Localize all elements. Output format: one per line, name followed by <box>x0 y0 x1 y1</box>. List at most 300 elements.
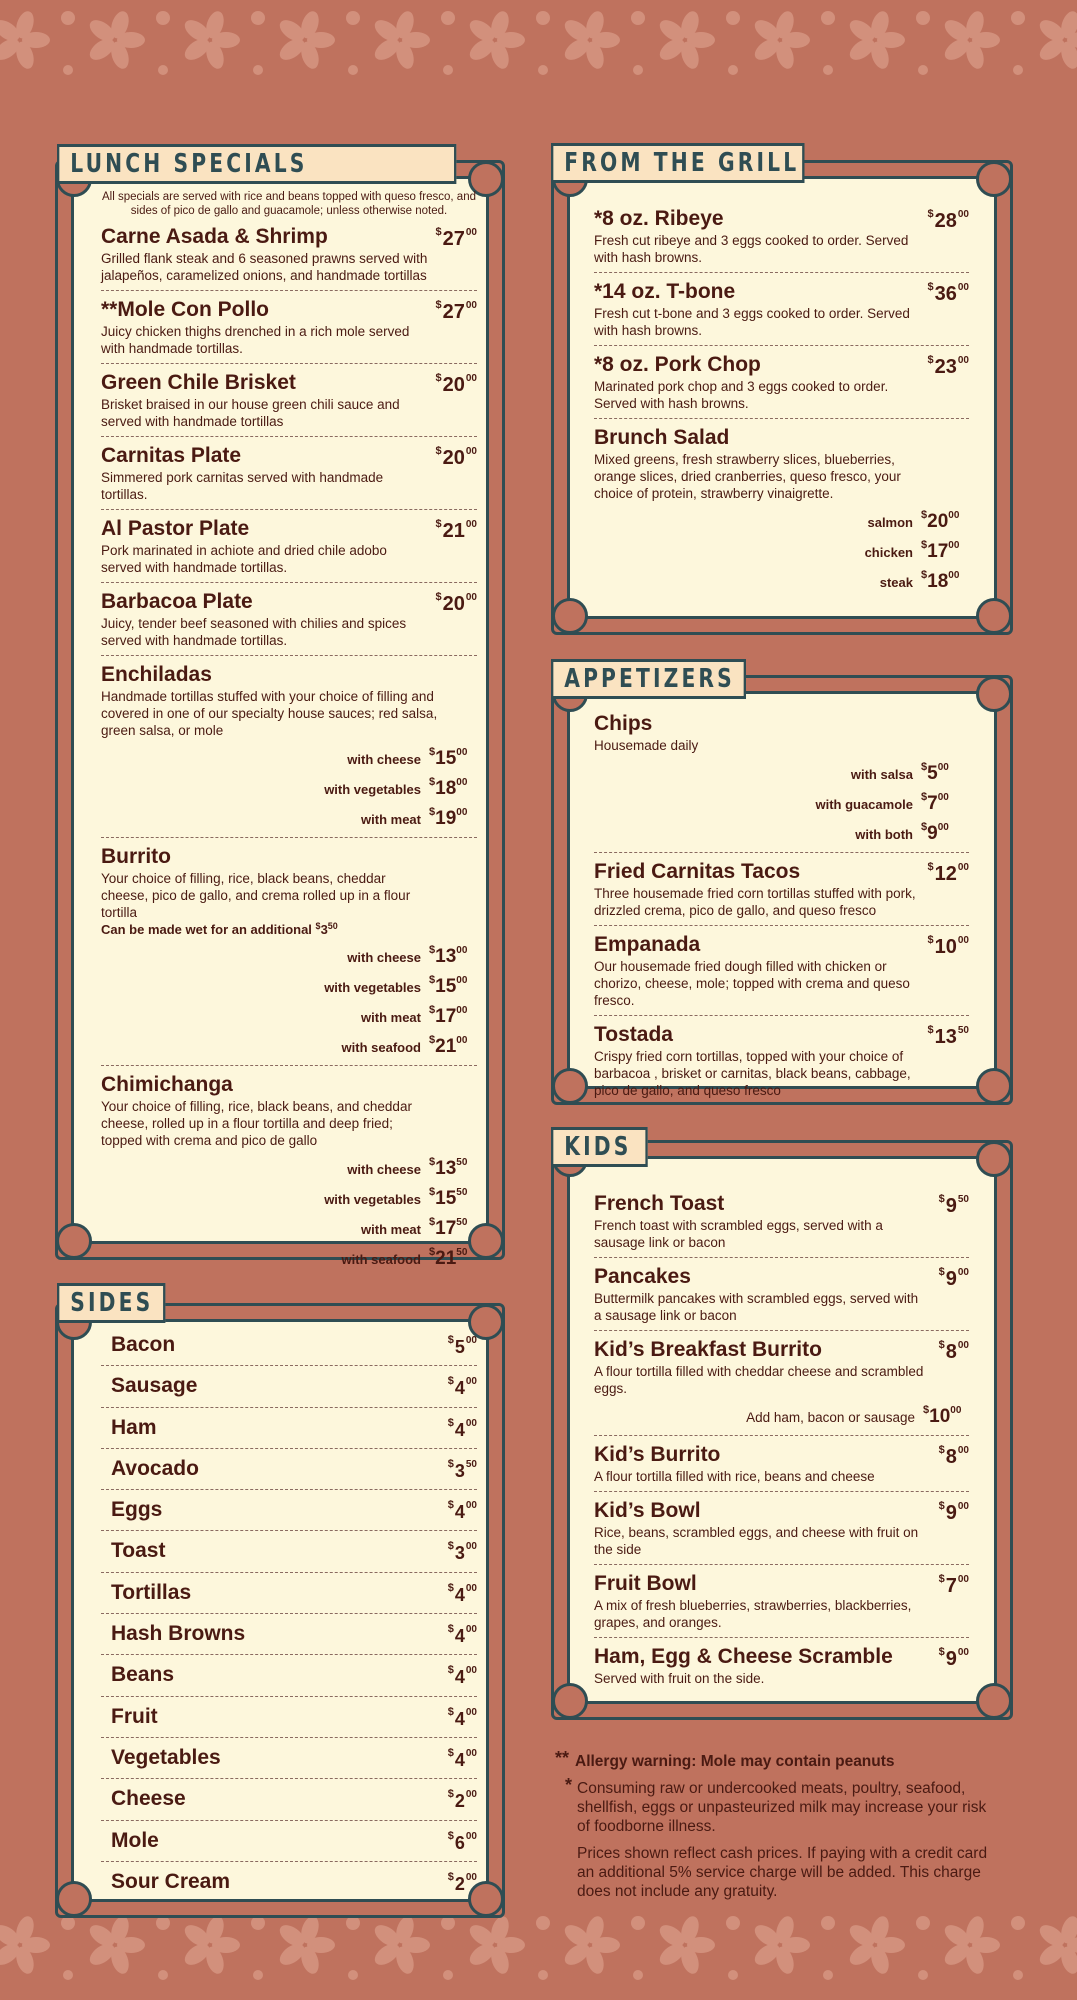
addon-option <box>594 1399 969 1429</box>
side-name: Eggs <box>111 1498 163 1522</box>
grill-panel <box>551 148 1013 635</box>
price <box>436 299 478 324</box>
price-option <box>101 1241 477 1271</box>
price-cents: 00 <box>465 1417 477 1429</box>
price-dollars: 13 <box>435 1158 457 1179</box>
price-cents: 00 <box>456 777 468 788</box>
price-dollars: 20 <box>927 511 949 532</box>
price-dollars: 18 <box>927 571 949 592</box>
option-label: with seafood <box>341 1040 421 1055</box>
side-name: Sausage <box>111 1374 198 1398</box>
price <box>448 1582 477 1606</box>
option-label: salmon <box>867 515 913 530</box>
price-dollars: 15 <box>435 1188 457 1209</box>
price <box>928 861 970 886</box>
item-description: A flour tortilla filled with rice, beans and cheese <box>594 1469 875 1484</box>
allergy-warning <box>555 1748 995 1771</box>
price-cents: 00 <box>948 540 960 551</box>
price <box>939 1444 969 1469</box>
raw-food-marker: * <box>565 1775 573 1795</box>
price-dollars: 7 <box>945 1575 957 1597</box>
price-dollars: 2 <box>454 1791 465 1812</box>
option-price <box>429 1181 477 1210</box>
item-name: **Mole Con Pollo <box>101 298 269 321</box>
menu-item <box>594 1331 969 1436</box>
item-description: Juicy chicken thighs drenched in a rich mole served with handmade tortillas. <box>101 324 410 356</box>
price-cents: 00 <box>465 1830 477 1842</box>
price-cents: 00 <box>957 1267 969 1278</box>
item-description: Your choice of filling, rice, black beans, cheddar cheese, pico de gallo, and crema rolled up in a flour tortilla <box>101 871 411 920</box>
side-item <box>101 1655 477 1696</box>
menu-item <box>594 273 969 346</box>
item-description: Housemade daily <box>594 738 699 753</box>
option-label: chicken <box>864 545 913 560</box>
side-item <box>101 1697 477 1738</box>
item-name: Burrito <box>101 845 171 868</box>
price-options <box>101 741 477 831</box>
item-name: Barbacoa Plate <box>101 590 253 613</box>
price <box>448 1417 477 1441</box>
item-name: Enchiladas <box>101 663 212 686</box>
item-description: Rice, beans, scrambled eggs, and cheese with fruit on the side <box>594 1525 919 1557</box>
menu-item <box>594 1016 969 1105</box>
price-cents: 00 <box>465 1624 477 1636</box>
dollar-sign: $ <box>447 1788 454 1801</box>
item-name: Brunch Salad <box>594 426 730 449</box>
price-dollars: 4 <box>454 1378 465 1399</box>
item-description: Marinated pork chop and 3 eggs cooked to order. Served with hash browns. <box>594 379 889 411</box>
item-name: Fried Carnitas Tacos <box>594 860 801 883</box>
price-cents: 50 <box>957 1025 969 1036</box>
menu-item <box>101 1066 477 1277</box>
price-cents: 00 <box>465 519 477 530</box>
item-name: Kid’s Breakfast Burrito <box>594 1338 822 1361</box>
menu-item <box>101 437 477 510</box>
dollar-sign: $ <box>435 226 442 238</box>
dollar-sign: $ <box>447 1416 454 1429</box>
price <box>939 1573 969 1598</box>
menu-item <box>594 926 969 1016</box>
price <box>928 208 970 233</box>
price-dollars: 20 <box>442 374 465 396</box>
menu-item <box>594 1436 969 1492</box>
dollar-sign: $ <box>429 944 436 956</box>
price-option <box>594 504 969 534</box>
price-dollars: 10 <box>934 936 957 958</box>
price-option <box>101 939 477 969</box>
dollar-sign: $ <box>938 1193 945 1205</box>
price-option <box>594 786 969 816</box>
side-item <box>101 1862 477 1902</box>
price-dollars: 27 <box>442 228 465 250</box>
option-label: with cheese <box>347 1162 421 1177</box>
kids-list <box>594 1185 969 1693</box>
price-dollars: 4 <box>454 1667 465 1688</box>
side-name: Fruit <box>111 1704 158 1728</box>
dollar-sign: $ <box>927 861 934 873</box>
price-dollars: 5 <box>454 1337 465 1357</box>
dollar-sign: $ <box>447 1829 454 1842</box>
item-description: Juicy, tender beef seasoned with chilies and spices served with handmade tortillas. <box>101 616 407 648</box>
side-item <box>101 1490 477 1531</box>
dollar-sign: $ <box>447 1664 454 1677</box>
dollar-sign: $ <box>429 1034 436 1046</box>
price-cents: 00 <box>456 1035 468 1046</box>
item-description: Served with fruit on the side. <box>594 1671 765 1686</box>
price-cents: 00 <box>957 1647 969 1658</box>
item-name: Al Pastor Plate <box>101 517 250 540</box>
option-price <box>429 969 477 998</box>
price-dollars: 19 <box>435 808 457 829</box>
dollar-sign: $ <box>447 1623 454 1636</box>
price-options <box>101 1151 477 1271</box>
dollar-sign: $ <box>435 299 442 311</box>
dollar-sign: $ <box>447 1540 454 1553</box>
sides-title: SIDES <box>57 1283 165 1323</box>
menu-item <box>594 1638 969 1693</box>
lunch-specials-panel <box>55 149 505 1269</box>
dollar-sign: $ <box>927 281 934 293</box>
price <box>939 1646 969 1671</box>
dollar-sign: $ <box>938 1339 945 1351</box>
dollar-sign: $ <box>447 1870 454 1883</box>
dollar-sign: $ <box>921 569 928 581</box>
menu-item <box>594 1492 969 1565</box>
price-cents: 00 <box>465 592 477 603</box>
dollar-sign: $ <box>938 1266 945 1278</box>
item-name: *8 oz. Ribeye <box>594 207 724 230</box>
price <box>448 1375 477 1399</box>
price-dollars: 6 <box>454 1832 465 1853</box>
price-dollars: 4 <box>454 1708 465 1729</box>
item-description: Brisket braised in our house green chili sauce and served with handmade tortillas <box>101 397 400 429</box>
sides-panel <box>55 1288 505 1918</box>
price <box>436 445 478 470</box>
menu-item <box>101 656 477 838</box>
item-description: Pork marinated in achiote and dried chile adobo served with handmade tortillas. <box>101 543 387 575</box>
price-cents: 00 <box>465 227 477 238</box>
price-cents: 50 <box>456 1217 468 1228</box>
price-cents: 00 <box>456 807 468 818</box>
item-name: Empanada <box>594 933 701 956</box>
price <box>448 1623 477 1647</box>
price-options <box>594 504 969 594</box>
side-item <box>101 1779 477 1820</box>
item-description: A flour tortilla filled with cheddar cheese and scrambled eggs. <box>594 1364 924 1396</box>
price-cents: 00 <box>957 282 969 293</box>
price-cents: 00 <box>957 1445 969 1456</box>
dollar-sign: $ <box>447 1334 454 1346</box>
price-option <box>594 816 969 846</box>
item-description: Crispy fried corn tortillas, topped with your choice of barbacoa , brisket or carnitas, black beans, cabbage, pico de gallo, and queso fresco <box>594 1049 911 1098</box>
price-cents: 00 <box>957 935 969 946</box>
price-dollars: 17 <box>435 1218 457 1239</box>
price-dollars: 12 <box>934 863 957 885</box>
price <box>448 1747 477 1771</box>
price-dollars: 4 <box>454 1584 465 1605</box>
menu-item <box>594 1565 969 1638</box>
item-name: Green Chile Brisket <box>101 371 296 394</box>
option-label: with guacamole <box>815 797 913 812</box>
price-dollars: 21 <box>442 520 465 542</box>
item-name: Carne Asada & Shrimp <box>101 225 328 248</box>
price-option <box>594 756 969 786</box>
wet-dollars: 3 <box>320 922 328 937</box>
dollar-sign: $ <box>429 1004 436 1016</box>
option-label: with meat <box>361 1222 421 1237</box>
price-cents: 00 <box>937 762 949 773</box>
side-item <box>101 1366 477 1407</box>
dollar-sign: $ <box>447 1499 454 1512</box>
price-cents: 00 <box>937 822 949 833</box>
allergy-marker: ** <box>555 1748 570 1768</box>
side-item <box>101 1821 477 1862</box>
price-cents: 50 <box>456 1247 468 1258</box>
price-cents: 50 <box>456 1157 468 1168</box>
price <box>448 1458 477 1482</box>
option-price <box>429 1029 477 1058</box>
price-cents: 00 <box>948 570 960 581</box>
item-name: Carnitas Plate <box>101 444 242 467</box>
price <box>436 518 478 543</box>
raw-food-warning <box>555 1775 995 1836</box>
menu-item <box>101 364 477 437</box>
option-price <box>429 939 477 968</box>
price <box>928 354 970 379</box>
price-option <box>101 1211 477 1241</box>
price-dollars: 13 <box>435 946 457 967</box>
dollar-sign: $ <box>429 776 436 788</box>
addon-row <box>594 1399 969 1429</box>
price-dollars: 9 <box>945 1502 957 1524</box>
side-name: Toast <box>111 1539 166 1563</box>
price-dollars: 17 <box>435 1006 457 1027</box>
option-label: with cheese <box>347 752 421 767</box>
price-cents: 00 <box>465 1789 477 1801</box>
price-dollars: 15 <box>435 748 457 769</box>
price-cents: 00 <box>456 1005 468 1016</box>
price-options <box>101 939 477 1059</box>
item-name: Chips <box>594 712 653 735</box>
option-price <box>921 504 969 533</box>
price-dollars: 23 <box>934 356 957 378</box>
item-description: Simmered pork carnitas served with handmade tortillas. <box>101 470 384 502</box>
dollar-sign: $ <box>927 208 934 220</box>
price-cents: 50 <box>465 1458 477 1470</box>
lunch-specials-title: LUNCH SPECIALS <box>57 144 456 184</box>
option-price <box>921 564 969 593</box>
dollar-sign: $ <box>447 1375 454 1388</box>
option-price <box>921 534 969 563</box>
dollar-sign: $ <box>435 372 442 384</box>
price-dollars: 10 <box>929 1406 951 1427</box>
side-item <box>101 1531 477 1572</box>
appetizers-title: APPETIZERS <box>551 659 746 699</box>
side-name: Sour Cream <box>111 1869 231 1893</box>
menu-item <box>594 1185 969 1258</box>
price-dollars: 3 <box>454 1543 465 1564</box>
addon-price <box>923 1399 969 1428</box>
dollar-sign: $ <box>447 1581 454 1594</box>
dollar-sign: $ <box>435 518 442 530</box>
price-dollars: 2 <box>454 1873 465 1894</box>
dollar-sign: $ <box>921 509 928 521</box>
price <box>448 1830 477 1854</box>
price-option <box>101 741 477 771</box>
price-option <box>101 969 477 999</box>
price-cents: 00 <box>465 1376 477 1388</box>
dollar-sign: $ <box>447 1705 454 1718</box>
price-cents: 00 <box>456 945 468 956</box>
wet-option-text: Can be made wet for an additional <box>101 922 312 937</box>
price-dollars: 18 <box>435 778 457 799</box>
side-name: Vegetables <box>111 1745 221 1769</box>
price-option <box>101 771 477 801</box>
raw-food-warning-text: Consuming raw or undercooked meats, poultry, seafood, shellfish, eggs or unpasteurized milk may increase your risk of foodborne illness. <box>577 1780 987 1835</box>
dollar-sign: $ <box>938 1573 945 1585</box>
side-item <box>101 1614 477 1655</box>
price-option <box>101 1151 477 1181</box>
price-cents: 00 <box>465 1582 477 1594</box>
dollar-sign: $ <box>447 1746 454 1759</box>
dollar-sign: $ <box>921 821 928 833</box>
pricing-note <box>555 1844 995 1901</box>
item-description: Your choice of filling, rice, black beans, and cheddar cheese, rolled up in a flour tortilla and deep fried; topped with crema and pico de gallo <box>101 1099 412 1148</box>
price-dollars: 4 <box>454 1749 465 1770</box>
item-name: Fruit Bowl <box>594 1572 697 1595</box>
price <box>448 1540 477 1564</box>
price-cents: 50 <box>456 1187 468 1198</box>
price-dollars: 15 <box>435 976 457 997</box>
price <box>448 1706 477 1730</box>
price-options <box>594 756 969 846</box>
grill-list <box>594 200 969 600</box>
price-cents: 00 <box>465 1871 477 1883</box>
menu-item <box>594 853 969 926</box>
item-name: Kid’s Burrito <box>594 1443 721 1466</box>
dollar-sign: $ <box>435 591 442 603</box>
addon-label: Add ham, bacon or sausage <box>746 1410 915 1425</box>
menu-footer-notes <box>555 1748 995 1909</box>
dollar-sign: $ <box>938 1444 945 1456</box>
option-price <box>429 1211 477 1240</box>
price-cents: 00 <box>465 1500 477 1512</box>
price-dollars: 13 <box>934 1026 957 1048</box>
dollar-sign: $ <box>429 806 436 818</box>
side-item <box>101 1408 477 1449</box>
price-cents: 00 <box>937 792 949 803</box>
item-name: Chimichanga <box>101 1073 233 1096</box>
side-name: Avocado <box>111 1456 199 1480</box>
price-option <box>101 801 477 831</box>
price-dollars: 8 <box>945 1446 957 1468</box>
option-label: with salsa <box>850 767 913 782</box>
price <box>928 934 970 959</box>
price-dollars: 36 <box>934 283 957 305</box>
item-name: Kid’s Bowl <box>594 1499 701 1522</box>
price-dollars: 28 <box>934 210 957 232</box>
dollar-sign: $ <box>429 974 436 986</box>
lunch-specials-list <box>101 218 477 1277</box>
price-option <box>101 999 477 1029</box>
price-dollars: 20 <box>442 593 465 615</box>
dollar-sign: $ <box>429 1156 436 1168</box>
item-description: Mixed greens, fresh strawberry slices, blueberries, orange slices, dried cranberries, queso fresco, your choice of protein, strawberry vinaigrette. <box>594 452 901 501</box>
price-dollars: 4 <box>454 1419 465 1440</box>
price-cents: 00 <box>957 1501 969 1512</box>
price-dollars: 9 <box>945 1268 957 1290</box>
menu-item <box>594 346 969 419</box>
side-name: Hash Browns <box>111 1622 246 1646</box>
price-dollars: 3 <box>454 1460 465 1481</box>
option-label: with vegetables <box>324 1192 421 1207</box>
price-cents: 00 <box>465 300 477 311</box>
item-description: Fresh cut t-bone and 3 eggs cooked to order. Served with hash browns. <box>594 306 910 338</box>
side-item <box>101 1325 477 1366</box>
decorative-pattern-bottom <box>0 1905 1077 2000</box>
lunch-specials-note: All specials are served with rice and beans topped with queso fresco, and sides of pico de gallo and guacamole; unless otherwise noted. <box>102 191 476 217</box>
price-cents: 00 <box>957 1340 969 1351</box>
price-dollars: 21 <box>435 1036 457 1057</box>
price-cents: 00 <box>465 446 477 457</box>
price-dollars: 20 <box>442 447 465 469</box>
side-item <box>101 1573 477 1614</box>
option-price <box>429 1241 477 1270</box>
price <box>436 591 478 616</box>
menu-item <box>101 838 477 1066</box>
kids-title: KIDS <box>551 1127 648 1167</box>
option-price <box>921 816 969 845</box>
kids-panel <box>551 1132 1013 1720</box>
appetizers-list <box>594 705 969 1105</box>
price-dollars: 21 <box>435 1248 457 1269</box>
price-cents: 00 <box>957 355 969 366</box>
price-dollars: 7 <box>927 793 938 814</box>
item-description: A mix of fresh blueberries, strawberries, blackberries, grapes, and oranges. <box>594 1598 912 1630</box>
menu-item <box>101 291 477 364</box>
price-dollars: 4 <box>454 1502 465 1523</box>
price <box>939 1500 969 1525</box>
sides-list <box>101 1325 477 1902</box>
price-dollars: 17 <box>927 541 949 562</box>
price <box>448 1788 477 1812</box>
option-label: with vegetables <box>324 782 421 797</box>
item-description: Fresh cut ribeye and 3 eggs cooked to order. Served with hash browns. <box>594 233 909 265</box>
item-description: Three housemade fried corn tortillas stuffed with pork, drizzled crema, pico de gallo, and queso fresco <box>594 886 916 918</box>
price-option <box>101 1029 477 1059</box>
price-cents: 00 <box>948 510 960 521</box>
option-price <box>921 756 969 785</box>
price-dollars: 9 <box>927 823 938 844</box>
item-description: Buttermilk pancakes with scrambled eggs, served with a sausage link or bacon <box>594 1291 919 1323</box>
price-dollars: 27 <box>442 301 465 323</box>
side-name: Mole <box>111 1828 159 1852</box>
price-dollars: 4 <box>454 1626 465 1647</box>
dollar-sign: $ <box>921 761 928 773</box>
price-cents: 00 <box>957 862 969 873</box>
price <box>939 1266 969 1291</box>
price-cents: 00 <box>957 1574 969 1585</box>
option-price <box>429 741 477 770</box>
option-price <box>429 1151 477 1180</box>
dollar-sign: $ <box>429 1186 436 1198</box>
option-label: with both <box>855 827 913 842</box>
price-cents: 50 <box>957 1194 969 1205</box>
item-description: French toast with scrambled eggs, served with a sausage link or bacon <box>594 1218 883 1250</box>
option-price <box>921 786 969 815</box>
side-name: Bacon <box>111 1333 176 1356</box>
pricing-note-text: Prices shown reflect cash prices. If paying with a credit card an additional 5% service charge will be added. This charge does not include any gratuity. <box>577 1845 988 1900</box>
